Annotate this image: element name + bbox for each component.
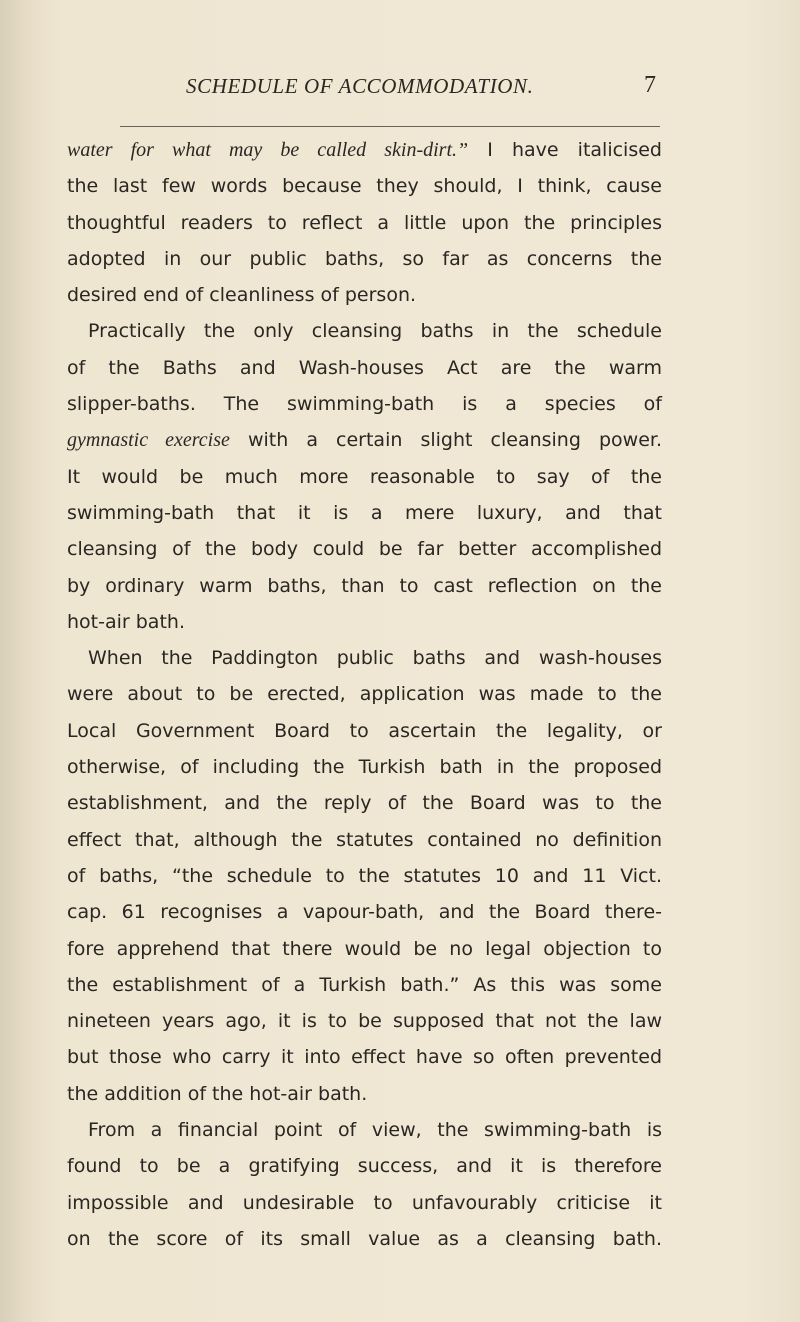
- line-text: I have italicised: [468, 139, 662, 161]
- text-line: Practically the only cleansing baths in the schedule: [88, 320, 662, 343]
- text-line: When the Paddington public baths and wash-houses: [88, 647, 662, 670]
- italic-text: water for what may be called skin-dirt.”: [67, 139, 469, 161]
- paragraph-4: [67, 1112, 662, 1257]
- text-line: thoughtful readers to reflect a little upon the principles: [67, 211, 662, 234]
- text-line: [67, 132, 662, 168]
- text-line: hot-air bath.: [67, 610, 185, 633]
- text-line: Local Government Board to ascertain the legality, or: [67, 719, 662, 742]
- text-line: establishment, and the reply of the Board was to the: [67, 792, 662, 815]
- paragraph-1: [67, 132, 662, 313]
- text-line: of baths, “the schedule to the statutes 10 and 11 Vict.: [67, 864, 662, 887]
- page-header: [186, 74, 666, 108]
- body-text: [67, 132, 662, 1257]
- line-text: with a certain slight cleansing power.: [229, 429, 662, 452]
- text-line: of the Baths and Wash-houses Act are the warm: [67, 356, 662, 379]
- paragraph-2: [67, 313, 662, 640]
- text-line: [67, 422, 662, 458]
- text-line: cap. 61 recognises a vapour-bath, and the Board there-: [67, 901, 662, 924]
- text-line: effect that, although the statutes contained no definition: [67, 828, 662, 851]
- text-line: by ordinary warm baths, than to cast reflection on the: [67, 574, 662, 597]
- text-line: the establishment of a Turkish bath.” As this was some: [67, 973, 662, 996]
- text-line: the addition of the hot-air bath.: [67, 1082, 368, 1105]
- text-line: otherwise, of including the Turkish bath in the proposed: [67, 756, 662, 779]
- text-line: on the score of its small value as a cleansing bath.: [67, 1227, 662, 1250]
- italic-text: gymnastic exercise: [67, 429, 230, 452]
- page-number: 7: [644, 72, 656, 98]
- text-line: were about to be erected, application was made to the: [67, 683, 662, 706]
- text-line: cleansing of the body could be far better accomplished: [67, 538, 662, 561]
- text-line: found to be a gratifying success, and it is therefore: [67, 1155, 662, 1178]
- text-line: the last few words because they should, I think, cause: [67, 175, 662, 198]
- paragraph-3: [67, 640, 662, 1112]
- text-line: It would be much more reasonable to say of the: [67, 465, 662, 488]
- text-line: slipper-baths. The swimming-bath is a species of: [67, 393, 662, 416]
- text-line: nineteen years ago, it is to be supposed that not the law: [67, 1010, 662, 1033]
- text-line: swimming-bath that it is a mere luxury, and that: [67, 501, 662, 524]
- text-line: adopted in our public baths, so far as concerns the: [67, 247, 662, 270]
- header-rule: [120, 126, 660, 127]
- running-head: SCHEDULE OF ACCOMMODATION.: [186, 74, 534, 98]
- text-line: impossible and undesirable to unfavourably criticise it: [67, 1191, 662, 1214]
- text-line: but those who carry it into effect have so often prevented: [67, 1046, 662, 1069]
- text-line: fore apprehend that there would be no legal objection to: [67, 937, 662, 960]
- text-line: desired end of cleanliness of person.: [67, 284, 417, 307]
- text-line: From a financial point of view, the swimming-bath is: [88, 1119, 662, 1142]
